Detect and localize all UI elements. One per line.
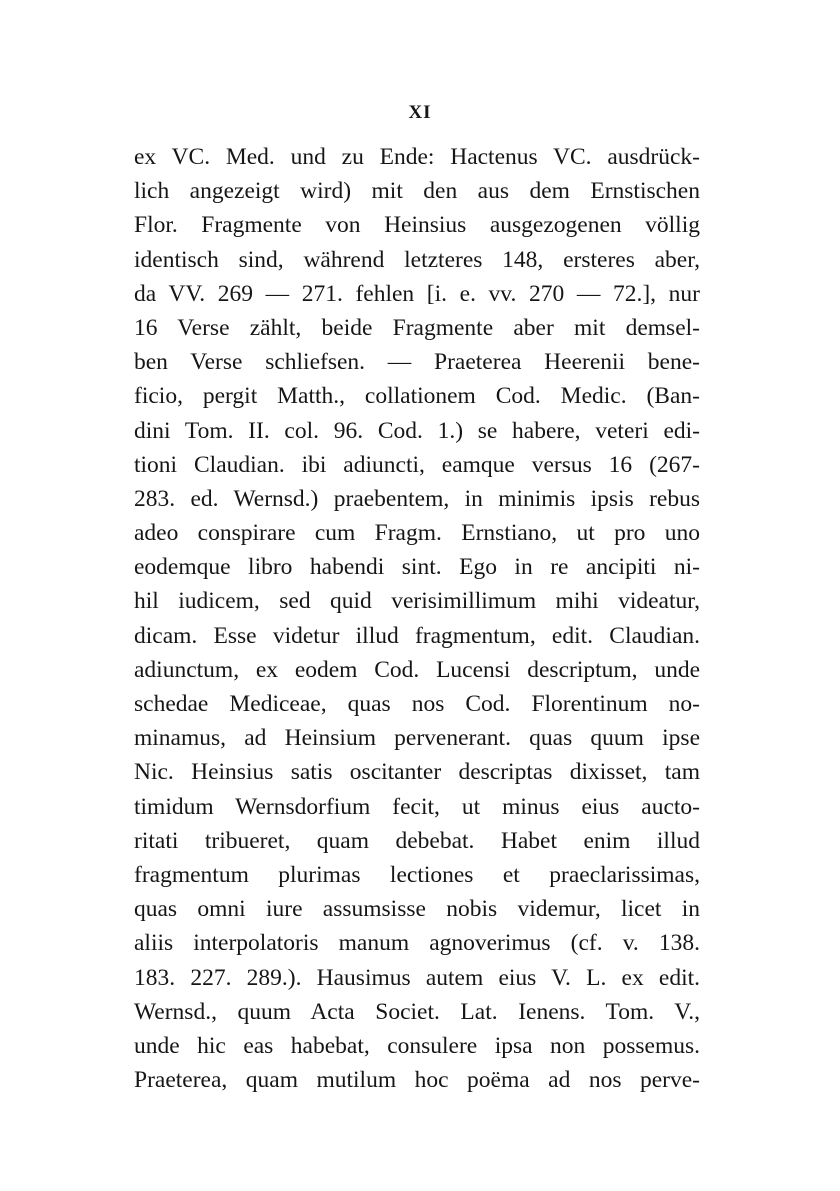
text-line: 183. 227. 289.). Hausimus autem eius V. L. ex edit.	[134, 964, 700, 991]
text-line: da VV. 269 — 271. fehlen [i. e. vv. 270 — 72.], nur	[134, 280, 700, 307]
text-line: 16 Verse zählt, beide Fragmente aber mit demsel-	[134, 314, 700, 341]
text-line: minamus, ad Heinsium pervenerant. quas quum ipse	[134, 725, 700, 752]
text-line: Flor. Fragmente von Heinsius ausgezogenen völlig	[134, 212, 700, 239]
text-line: adiunctum, ex eodem Cod. Lucensi descriptum, unde	[134, 656, 700, 683]
text-line: adeo conspirare cum Fragm. Ernstiano, ut pro uno	[134, 520, 700, 547]
text-line: Nic. Heinsius satis oscitanter descriptas dixisset, tam	[134, 759, 700, 786]
text-line: eodemque libro habendi sint. Ego in re ancipiti ni-	[134, 554, 700, 581]
text-line: schedae Mediceae, quas nos Cod. Florentinum no-	[134, 691, 700, 717]
text-line: Wernsd., quum Acta Societ. Lat. Ienens. Tom. V.,	[134, 998, 700, 1025]
body-text	[134, 140, 700, 1097]
text-line: identisch sind, während letzteres 148, ersteres aber,	[134, 246, 700, 273]
text-line: dicam. Esse videtur illud fragmentum, edit. Claudian.	[134, 622, 700, 649]
text-line: unde hic eas habebat, consulere ipsa non possemus.	[134, 1032, 700, 1059]
text-line: Praeterea, quam mutilum hoc poëma ad nos perve-	[134, 1067, 700, 1094]
text-line: ficio, pergit Matth., collationem Cod. Medic. (Ban-	[134, 383, 700, 410]
text-line: aliis interpolatoris manum agnoverimus (cf. v. 138.	[134, 930, 700, 957]
text-line: dini Tom. II. col. 96. Cod. 1.) se habere, veteri edi-	[134, 417, 700, 444]
text-line: 283. ed. Wernsd.) praebentem, in minimis ipsis rebus	[134, 485, 700, 512]
text-line: quas omni iure assumsisse nobis videmur, licet in	[134, 896, 700, 923]
text-line: lich angezeigt wird) mit den aus dem Ernstischen	[134, 178, 700, 205]
text-line: tioni Claudian. ibi adiuncti, eamque versus 16 (267-	[134, 451, 700, 478]
text-line: hil iudicem, sed quid verisimillimum mihi videatur,	[134, 588, 700, 615]
text-line: fragmentum plurimas lectiones et praeclarissimas,	[134, 861, 700, 888]
text-line: ex VC. Med. und zu Ende: Hactenus VC. ausdrück-	[134, 144, 700, 170]
text-line: timidum Wernsdorfium fecit, ut minus eius aucto-	[134, 793, 700, 820]
page-number: XI	[408, 102, 432, 123]
text-line: ben Verse schliefsen. — Praeterea Heerenii bene-	[134, 349, 700, 376]
text-line: ritati tribueret, quam debebat. Habet enim illud	[134, 827, 700, 854]
